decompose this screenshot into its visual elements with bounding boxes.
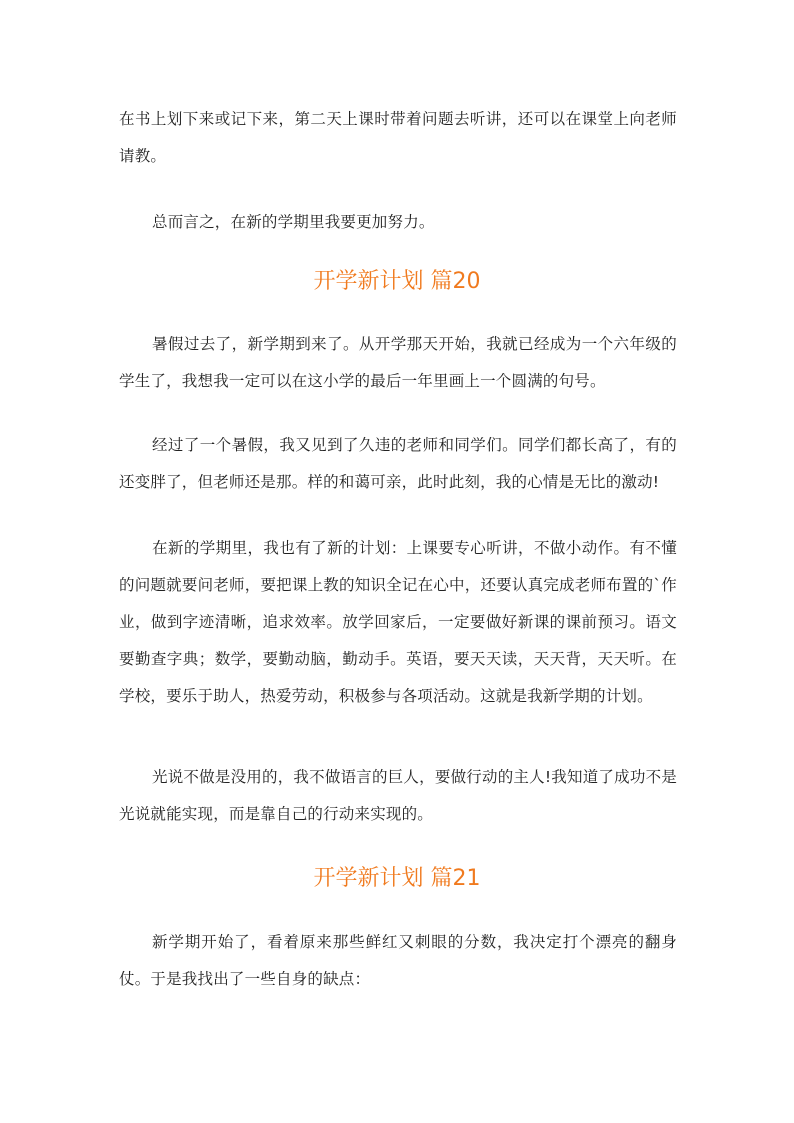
paragraph-new-semester: 新学期开始了，看着原来那些鲜红又刺眼的分数，我决定打个漂亮的翻身仗。于是我找出了一些自身的缺点： <box>119 933 677 988</box>
section-heading-20: 开学新计划 篇20 <box>313 269 481 294</box>
paragraph-summer-over: 暑假过去了，新学期到来了。从开学那天开始，我就已经成为一个六年级的学生了，我想我一定可以在这小学的最后一年里画上一个圆满的句号。 <box>119 335 677 390</box>
paragraph-continuation: 在书上划下来或记下来，第二天上课时带着问题去听讲，还可以在课堂上向老师请教。 <box>119 110 677 165</box>
paragraph-conclusion: 总而言之，在新的学期里我要更加努力。 <box>152 213 435 231</box>
section-heading-21: 开学新计划 篇21 <box>313 866 481 891</box>
paragraph-reunion: 经过了一个暑假，我又见到了久违的老师和同学们。同学们都长高了，有的还变胖了，但老师还是那。样的和蔼可亲，此时此刻，我的心情是无比的激动! <box>119 436 677 491</box>
paragraph-new-plan: 在新的学期里，我也有了新的计划：上课要专心听讲，不做小动作。有不懂的问题就要问老师，要把课上教的知识全记在心中，还要认真完成老师布置的`作业，做到字迹清晰，追求效率。放学回家后，一定要做好新课的课前预习。语文要勤查字典；数学，要勤动脑，勤动手。英语，要天天读，天天背，天天听。在学校，要乐于助人，热爱劳动，积极参与各项活动。这就是我新学期的计划。 <box>119 539 677 705</box>
paragraph-action: 光说不做是没用的，我不做语言的巨人，要做行动的主人!我知道了成功不是光说就能实现，而是靠自己的行动来实现的。 <box>119 768 677 823</box>
